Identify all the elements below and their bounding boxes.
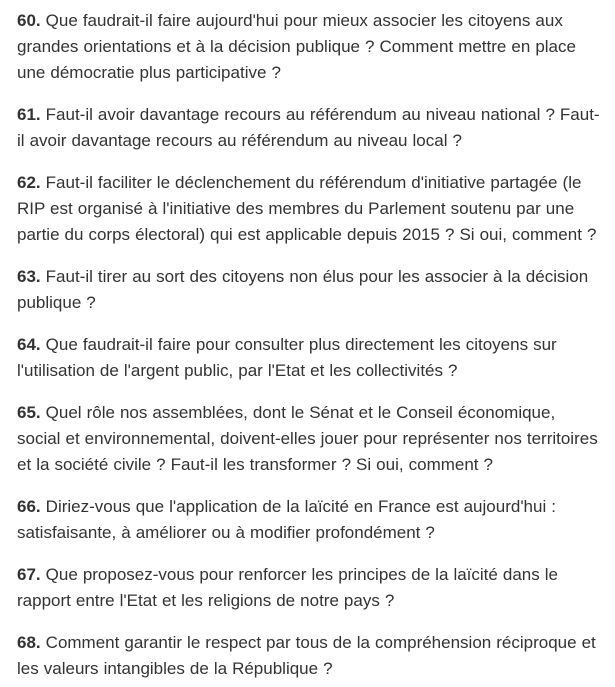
question-text: Diriez-vous que l'application de la laïcité en France est aujourd'hui : satisfaisante, à améliorer ou à modifier profondément ? [17,497,556,542]
question-number: 61. [17,105,41,124]
question-text: Comment garantir le respect par tous de la compréhension réciproque et les valeurs intangibles de la République ? [17,633,596,678]
question-paragraph [17,102,601,154]
question-paragraph [17,494,601,546]
question-paragraph [17,8,601,86]
question-paragraph [17,332,601,384]
question-number: 64. [17,335,41,354]
question-text: Que faudrait-il faire pour consulter plus directement les citoyens sur l'utilisation de l'argent public, par l'Etat et les collectivités ? [17,335,557,380]
question-number: 65. [17,403,41,422]
question-text: Faut-il avoir davantage recours au référendum au niveau national ? Faut-il avoir davantage recours au référendum au niveau local ? [17,105,600,150]
question-text: Faut-il faciliter le déclenchement du référendum d'initiative partagée (le RIP est organisé à l'initiative des membres du Parlement soutenu par une partie du corps électoral) qui est applicable depuis 2015 ? Si oui, comment ? [17,173,597,244]
question-text: Faut-il tirer au sort des citoyens non élus pour les associer à la décision publique ? [17,267,589,312]
question-number: 67. [17,565,41,584]
question-number: 62. [17,173,41,192]
question-number: 60. [17,11,41,30]
question-paragraph [17,170,601,248]
question-number: 66. [17,497,41,516]
question-text: Quel rôle nos assemblées, dont le Sénat et le Conseil économique, social et environnemental, doivent-elles jouer pour représenter nos territoires et la société civile ? Faut-il les transformer ? Si oui, comment ? [17,403,598,474]
questions-list [17,8,601,682]
question-paragraph [17,562,601,614]
question-text: Que proposez-vous pour renforcer les principes de la laïcité dans le rapport entre l'Etat et les religions de notre pays ? [17,565,558,610]
question-paragraph [17,400,601,478]
question-paragraph [17,264,601,316]
question-number: 68. [17,633,41,652]
question-text: Que faudrait-il faire aujourd'hui pour mieux associer les citoyens aux grandes orientations et à la décision publique ? Comment mettre en place une démocratie plus participative ? [17,11,576,82]
question-paragraph [17,630,601,682]
question-number: 63. [17,267,41,286]
